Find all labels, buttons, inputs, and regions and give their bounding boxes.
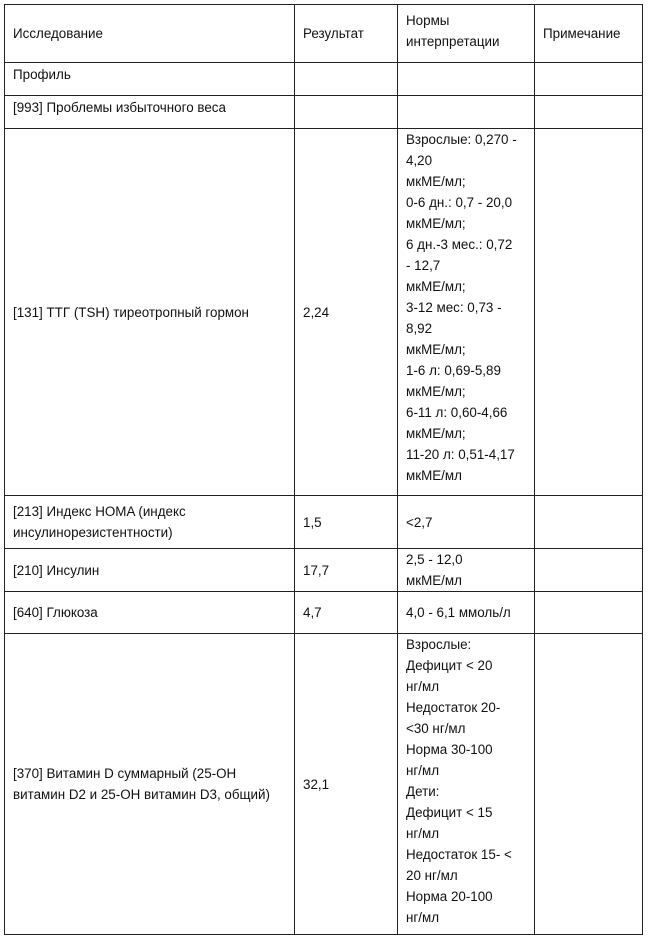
header-norms-line1: Нормы (406, 13, 450, 28)
norm-line: Норма 30-100 (406, 742, 493, 757)
table-row (5, 496, 643, 549)
note-cell (535, 549, 643, 592)
result-value: 2,24 (295, 129, 398, 496)
note-cell (535, 129, 643, 496)
norm-line: 3-12 мес: 0,73 - (406, 300, 502, 315)
reference-norms (398, 549, 535, 592)
result-value: 4,7 (295, 592, 398, 634)
header-study: Исследование (5, 5, 295, 63)
reference-norms (398, 129, 535, 496)
profile-label: Профиль (5, 63, 295, 96)
table-row (5, 129, 643, 496)
norm-line: - 12,7 (406, 258, 441, 273)
norm-line: 0-6 дн.: 0,7 - 20,0 (406, 195, 513, 210)
norm-line: 6-11 л: 0,60-4,66 (406, 405, 508, 420)
study-name: [213] Индекс HOMA (индекс инсулинорезистентности) (5, 496, 295, 549)
norm-line: нг/мл (406, 763, 440, 778)
norm-line: мкМЕ/мл; (406, 174, 466, 189)
profile-name: [993] Проблемы избыточного веса (5, 96, 295, 129)
norm-line: 20 нг/мл (406, 868, 458, 883)
results-table (4, 4, 643, 935)
table-row (5, 63, 643, 96)
norm-line: 4,20 (406, 153, 433, 168)
reference-norms: <2,7 (398, 496, 535, 549)
study-name: [131] ТТГ (TSH) тиреотропный гормон (5, 129, 295, 496)
note-cell (535, 496, 643, 549)
norm-line: мкМЕ/мл; (406, 426, 466, 441)
study-name: [640] Глюкоза (5, 592, 295, 634)
norm-line: мкМЕ/мл (406, 573, 462, 588)
table-row (5, 634, 643, 935)
table-row (5, 592, 643, 634)
reference-norms: 4,0 - 6,1 ммоль/л (398, 592, 535, 634)
norm-line: 1-6 л: 0,69-5,89 (406, 363, 501, 378)
norm-line: 2,5 - 12,0 (406, 552, 463, 567)
norm-line: Взрослые: (406, 637, 472, 652)
reference-norms (398, 634, 535, 935)
norm-line: Недостаток 15- < (406, 847, 512, 862)
norm-line: 8,92 (406, 321, 433, 336)
norm-line: мкМЕ/мл; (406, 216, 466, 231)
norm-line: нг/мл (406, 910, 440, 925)
header-norms (398, 5, 535, 63)
norm-line: Взрослые: 0,270 - (406, 132, 517, 147)
table-row (5, 96, 643, 129)
norm-line: нг/мл (406, 679, 440, 694)
norm-line: мкМЕ/мл; (406, 384, 466, 399)
norm-line: мкМЕ/мл; (406, 342, 466, 357)
note-cell (535, 634, 643, 935)
study-name: [210] Инсулин (5, 549, 295, 592)
header-note: Примечание (535, 5, 643, 63)
header-result: Результат (295, 5, 398, 63)
table-row (5, 549, 643, 592)
norm-line: Дети: (406, 784, 440, 799)
header-row (5, 5, 643, 63)
note-cell (535, 592, 643, 634)
norm-line: мкМЕ/мл (406, 468, 462, 483)
norm-line: нг/мл (406, 826, 440, 841)
norm-line: Недостаток 20- (406, 700, 501, 715)
header-norms-line2: интерпретации (406, 34, 500, 49)
study-name: [370] Витамин D суммарный (25-OH витамин D2 и 25-OH витамин D3, общий) (5, 634, 295, 935)
norm-line: 6 дн.-3 мес.: 0,72 (406, 237, 513, 252)
norm-line: 11-20 л: 0,51-4,17 (406, 447, 515, 462)
result-value: 17,7 (295, 549, 398, 592)
norm-line: мкМЕ/мл; (406, 279, 466, 294)
result-value: 1,5 (295, 496, 398, 549)
norm-line: <30 нг/мл (406, 721, 466, 736)
result-value: 32,1 (295, 634, 398, 935)
norm-line: Норма 20-100 (406, 889, 493, 904)
norm-line: Дефицит < 20 (406, 658, 493, 673)
norm-line: Дефицит < 15 (406, 805, 493, 820)
